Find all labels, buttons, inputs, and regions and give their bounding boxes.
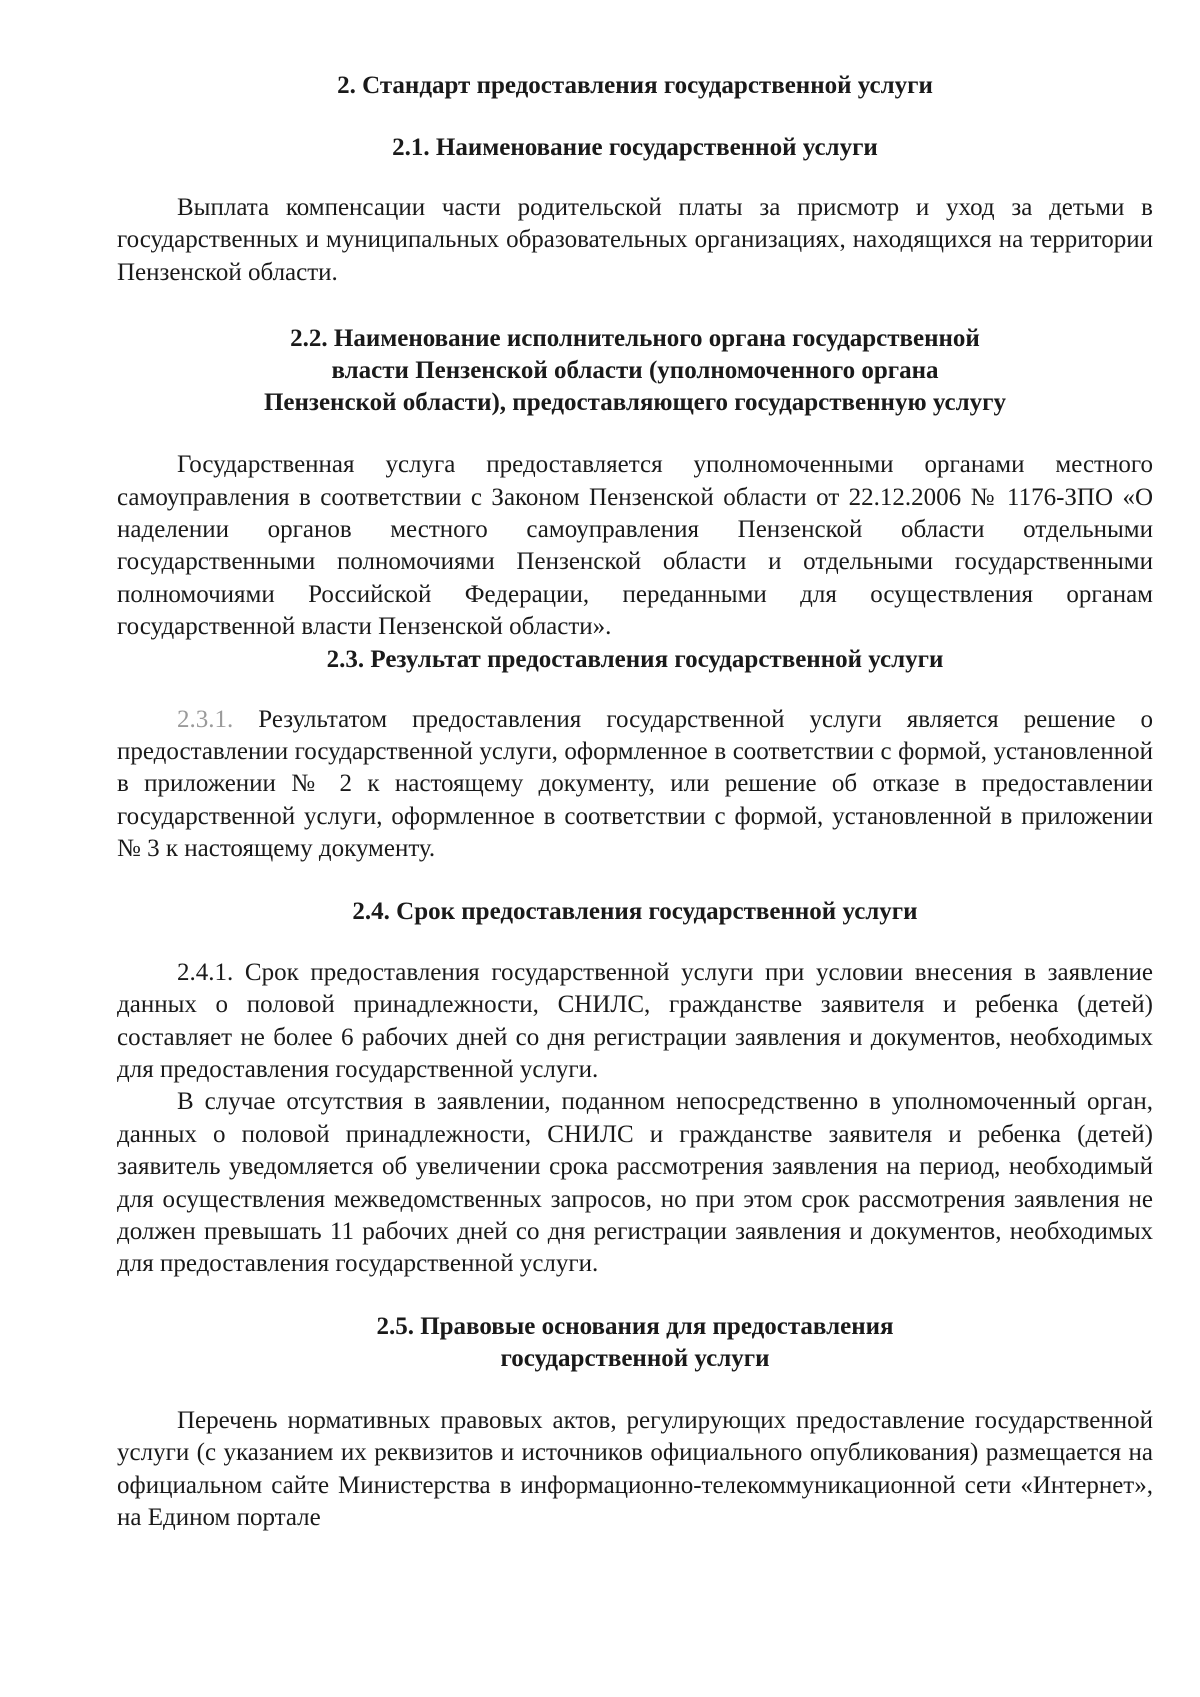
document-page — [117, 70, 1153, 1534]
section-2-heading: 2. Стандарт предоставления государственной услуги — [337, 72, 933, 99]
section-2-2-heading — [117, 323, 1153, 419]
section-2-3-heading: 2.3. Результат предоставления государственной услуги — [326, 645, 944, 673]
section-2-5-heading-line-1: 2.5. Правовые основания для предоставления — [376, 1312, 894, 1340]
section-2-1-heading: 2.1. Наименование государственной услуги — [392, 134, 878, 161]
section-2-4-heading: 2.4. Срок предоставления государственной услуги — [352, 897, 918, 925]
section-2-4-paragraph-2: В случае отсутствия в заявлении, поданном непосредственно в уполномоченный орган, данных о половой принадлежности, СНИЛС и гражданстве заявителя и ребенка (детей) заявитель уведомляется об увеличении срока рассмотрения заявления на период, необходимый для осуществления межведомственных запросов, но при этом срок рассмотрения заявления не должен превышать 11 рабочих дней со дня регистрации заявления и документов, необходимых для предоставления государственной услуги. — [117, 1088, 1153, 1278]
section-2-2-paragraph: Государственная услуга предоставляется уполномоченными органами местного самоуправления в соответствии с Законом Пензенской области от 22.12.2006 № 1176-ЗПО «О наделении органов местного самоуправления Пензенской области отдельными государственными полномочиями Пензенской области и отдельными государственными полномочиями Российской Федерации, переданными для осуществления органам государственной власти Пензенской области». — [117, 451, 1153, 641]
section-2-1-paragraph: Выплата компенсации части родительской платы за присмотр и уход за детьми в государственных и муниципальных образовательных организациях, находящихся на территории Пензенской области. — [117, 194, 1153, 286]
section-2-5-paragraph: Перечень нормативных правовых актов, регулирующих предоставление государственной услуги (с указанием их реквизитов и источников официального опубликования) размещается на официальном сайте Министерства в информационно-телекоммуникационной сети «Интернет», на Едином портале — [117, 1406, 1153, 1531]
clause-text: Результатом предоставления государственной услуги является решение о предоставлении государственной услуги, оформленное в соответствии с формой, установленной в приложении № 2 к настоящему документу, или решение об отказе в предоставлении государственной услуги, оформленное в соответствии с формой, установленной в приложении № 3 к настоящему документу. — [117, 705, 1153, 863]
section-2-3-1-paragraph — [117, 704, 1153, 866]
section-2-2-heading-line-3: Пензенской области), предоставляющего государственную услугу — [263, 389, 1007, 417]
section-2-5-heading-line-2: государственной услуги — [500, 1344, 770, 1372]
section-2-5-heading — [117, 1311, 1153, 1375]
clause-number: 2.3.1. — [177, 705, 234, 733]
section-2-2-heading-line-2: власти Пензенской области (уполномоченного органа — [331, 357, 939, 385]
section-2-4-1-paragraph: 2.4.1. Срок предоставления государственной услуги при условии внесения в заявление данных о половой принадлежности, СНИЛС, гражданстве заявителя и ребенка (детей) составляет не более 6 рабочих дней со дня регистрации заявления и документов, необходимых для предоставления государственной услуги. — [117, 958, 1153, 1083]
section-2-2-heading-line-1: 2.2. Наименование исполнительного органа государственной — [290, 325, 980, 353]
